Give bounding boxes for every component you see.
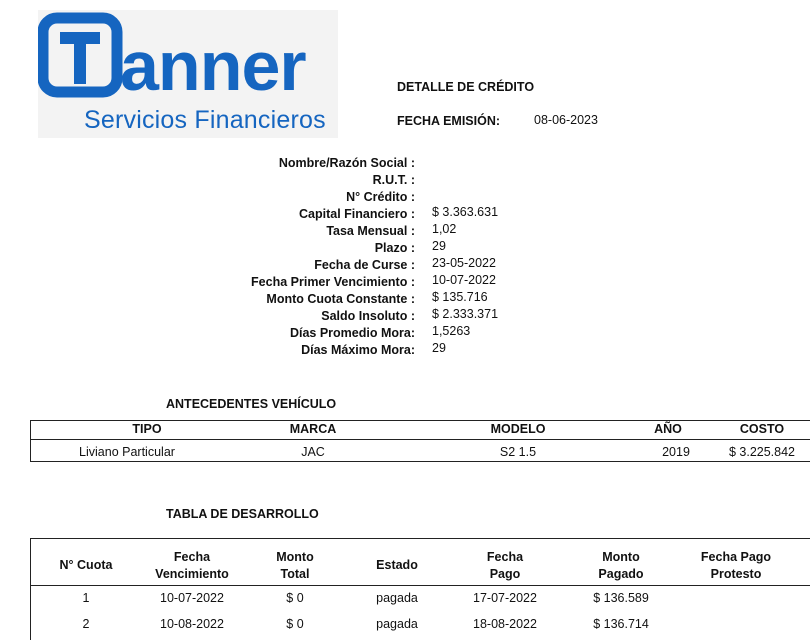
credit-info	[200, 155, 580, 359]
amortization-table	[30, 538, 810, 640]
vehicle-cell: $ 3.225.842	[728, 445, 796, 459]
amortization-header-cell	[137, 549, 247, 583]
amortization-cell: 10-07-2022	[160, 591, 224, 605]
document-title: DETALLE DE CRÉDITO	[397, 80, 535, 94]
info-row	[200, 172, 580, 189]
amortization-header-cell	[31, 557, 141, 574]
vehicle-cell: 2019	[662, 445, 690, 459]
amortization-cell: 2	[82, 617, 90, 631]
header-line2: Vencimiento	[155, 567, 229, 581]
info-row	[200, 189, 580, 206]
header-line2: Total	[280, 567, 310, 581]
amortization-cell: $ 136.714	[593, 617, 649, 631]
amortization-cell: 10-08-2022	[160, 617, 224, 631]
tanner-wordmark	[38, 10, 338, 100]
info-label: N° Crédito :	[346, 190, 415, 204]
svg-text:anner: anner	[120, 27, 306, 100]
vehicle-section-title: ANTECEDENTES VEHÍCULO	[166, 397, 337, 411]
header-line1: N° Cuota	[59, 558, 113, 572]
issue-date-value: 08-06-2023	[534, 113, 598, 127]
info-row	[200, 223, 580, 240]
vehicle-cell: Liviano Particular	[79, 445, 175, 459]
info-label: Saldo Insoluto :	[321, 309, 415, 323]
amortization-cell: pagada	[376, 591, 418, 605]
header-line1: Monto	[276, 550, 314, 564]
info-value: 23-05-2022	[432, 256, 496, 270]
info-label: R.U.T. :	[372, 173, 415, 187]
info-row	[200, 257, 580, 274]
amortization-section-title: TABLA DE DESARROLLO	[166, 507, 319, 521]
header-line2: Pago	[489, 567, 521, 581]
info-value: 29	[432, 341, 446, 355]
info-value: $ 3.363.631	[432, 205, 499, 219]
amortization-header-cell	[450, 549, 560, 583]
header-line2: Protesto	[710, 567, 762, 581]
info-label: Días Máximo Mora:	[301, 343, 415, 357]
info-row	[200, 274, 580, 291]
info-row	[200, 308, 580, 325]
amortization-header-cell	[342, 557, 452, 574]
vehicle-header-cell: AÑO	[654, 422, 682, 436]
amortization-header-cell	[681, 549, 791, 583]
info-row	[200, 291, 580, 308]
tanner-logo	[38, 10, 338, 138]
header-line1: Fecha	[486, 550, 524, 564]
vehicle-header-cell: COSTO	[739, 422, 785, 436]
info-value: $ 135.716	[432, 290, 488, 304]
amortization-cell: $ 0	[286, 617, 304, 631]
info-row	[200, 206, 580, 223]
amortization-cell: 1	[82, 591, 90, 605]
issue-date-label: FECHA EMISIÓN:	[397, 114, 501, 128]
info-label: Plazo :	[374, 241, 415, 255]
amortization-header-cell	[240, 549, 350, 583]
header-line1: Estado	[376, 558, 418, 572]
amortization-header-cell	[566, 549, 676, 583]
info-label: Monto Cuota Constante :	[266, 292, 415, 306]
amortization-header-divider	[31, 585, 810, 586]
info-label: Tasa Mensual :	[326, 224, 415, 238]
amortization-cell: pagada	[376, 617, 418, 631]
amortization-cell: $ 0	[286, 591, 304, 605]
amortization-cell: 17-07-2022	[473, 591, 537, 605]
vehicle-table	[30, 420, 810, 462]
vehicle-table-header	[31, 421, 810, 440]
vehicle-header-cell: TIPO	[132, 422, 162, 436]
info-label: Capital Financiero :	[299, 207, 415, 221]
info-row	[200, 325, 580, 342]
vehicle-header-cell: MARCA	[289, 422, 337, 436]
amortization-cell: $ 136.589	[593, 591, 649, 605]
info-row	[200, 342, 580, 359]
info-value: 1,02	[432, 222, 457, 236]
info-label: Días Promedio Mora:	[289, 326, 415, 340]
info-label: Nombre/Razón Social :	[278, 156, 415, 170]
logo-tagline: Servicios Financieros	[84, 106, 326, 134]
header-line2: Pagado	[598, 567, 644, 581]
header-line1: Monto	[602, 550, 640, 564]
vehicle-cell: JAC	[301, 445, 325, 459]
info-row	[200, 240, 580, 257]
vehicle-cell: S2 1.5	[499, 445, 537, 459]
header-line1: Fecha Pago	[700, 550, 772, 564]
info-value: 10-07-2022	[432, 273, 496, 287]
amortization-cell: 18-08-2022	[473, 617, 537, 631]
info-label: Fecha Primer Vencimiento :	[251, 275, 415, 289]
info-row	[200, 155, 580, 172]
vehicle-header-cell: MODELO	[490, 422, 546, 436]
info-value: 29	[432, 239, 446, 253]
info-label: Fecha de Curse :	[314, 258, 415, 272]
info-value: 1,5263	[432, 324, 471, 338]
info-value: $ 2.333.371	[432, 307, 499, 321]
header-line1: Fecha	[173, 550, 211, 564]
